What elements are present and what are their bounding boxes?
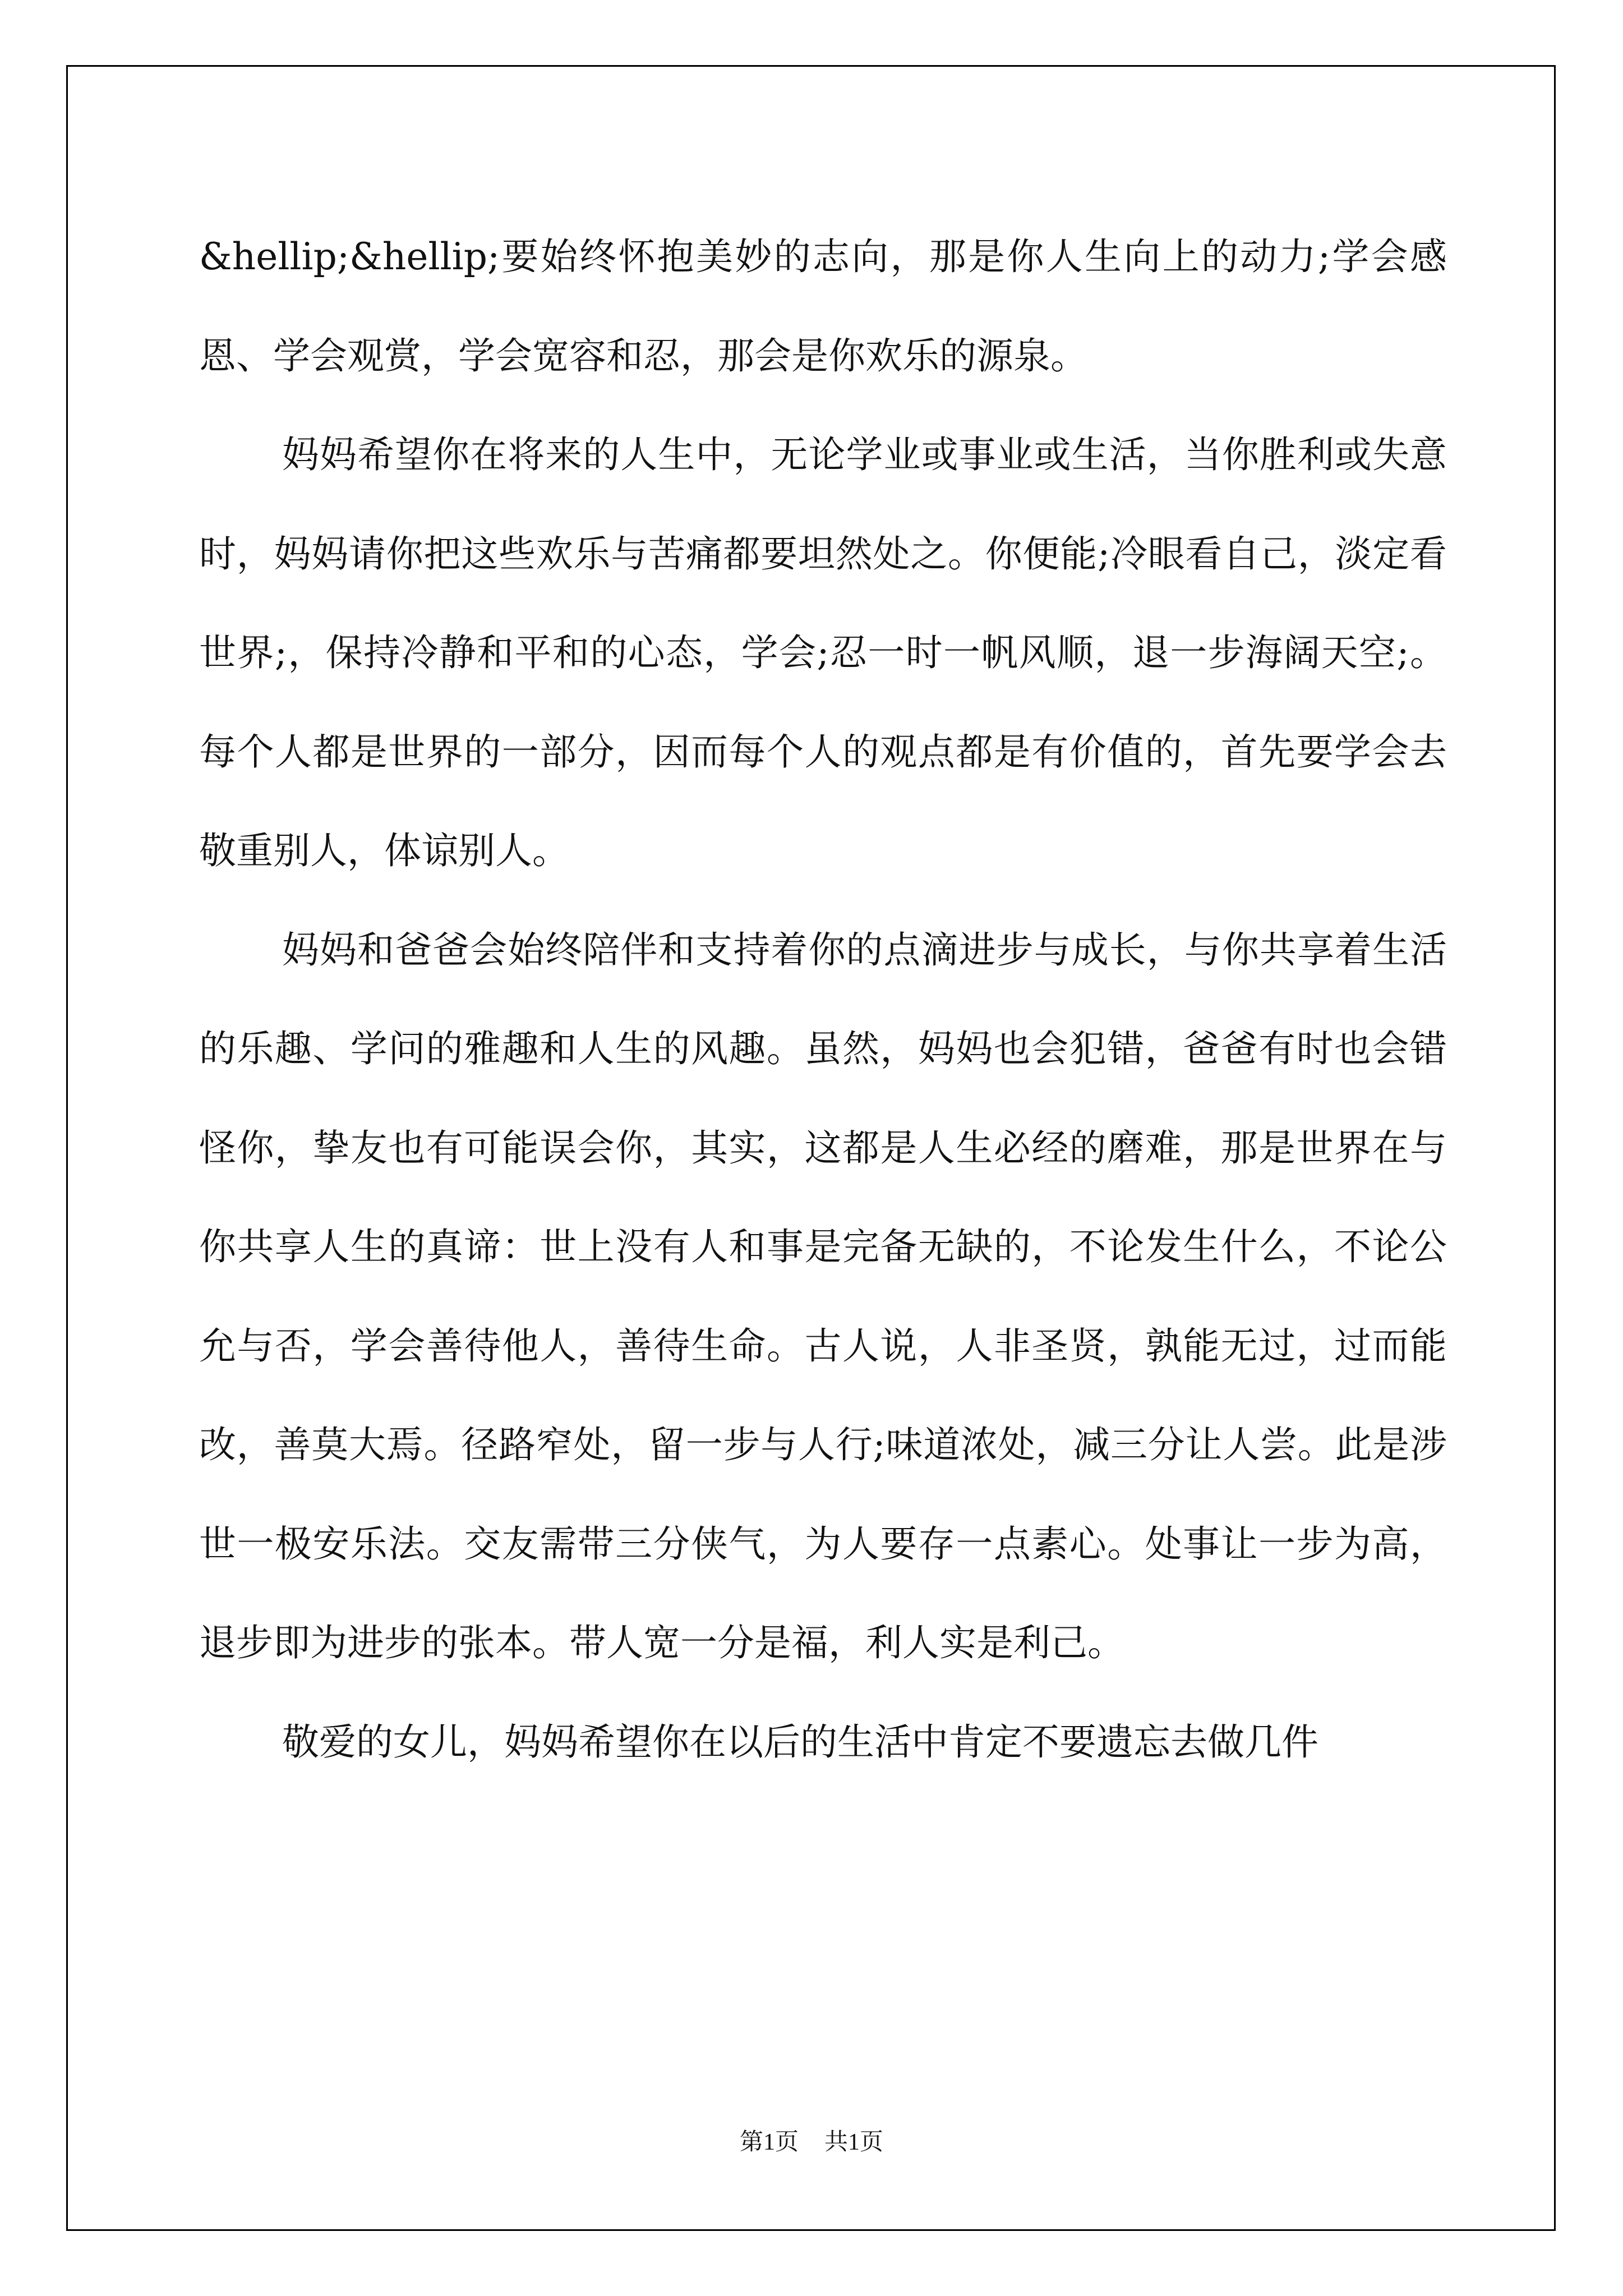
paragraph-3: 妈妈和爸爸会始终陪伴和支持着你的点滴进步与成长，与你共享着生活的乐趣、学问的雅趣和人生的风趣。虽然，妈妈也会犯错，爸爸有时也会错怪你，挚友也有可能误会你，其实，这都是人生必经的磨难，那是世界在与你共享人生的真谛：世上没有人和事是完备无缺的，不论发生什么，不论公允与否，学会善待他人，善待生命。古人说，人非圣贤，孰能无过，过而能改，善莫大焉。径路窄处，留一步与人行;味道浓处，减三分让人尝。此是涉世一极安乐法。交友需带三分侠气，为人要存一点素心。处事让一步为高，退步即为进步的张本。带人宽一分是福，利人实是利己。 (199, 928, 1447, 1664)
paragraph-2: 妈妈希望你在将来的人生中，无论学业或事业或生活，当你胜利或失意时，妈妈请你把这些欢乐与苦痛都要坦然处之。你便能;冷眼看自己，淡定看世界;，保持冷静和平和的心态，学会;忍一时一帆风顺，退一步海阔天空;。 每个人都是世界的一部分，因而每个人的观点都是有价值的，首先要学会去敬重别人，体谅别人。 (199, 433, 1447, 872)
document-body (199, 208, 1447, 1792)
paragraph-4: 敬爱的女儿，妈妈希望你在以后的生活中肯定不要遗忘去做几件 (282, 1720, 1318, 1764)
page-number: 第1页 (739, 2129, 799, 2155)
paragraph-1: &hellip;&hellip;要始终怀抱美妙的志向，那是你人生向上的动力;学会感恩、学会观赏，学会宽容和忍，那会是你欢乐的源泉。 (199, 235, 1447, 378)
page-total: 共1页 (824, 2129, 884, 2155)
page-footer (0, 2123, 1623, 2157)
